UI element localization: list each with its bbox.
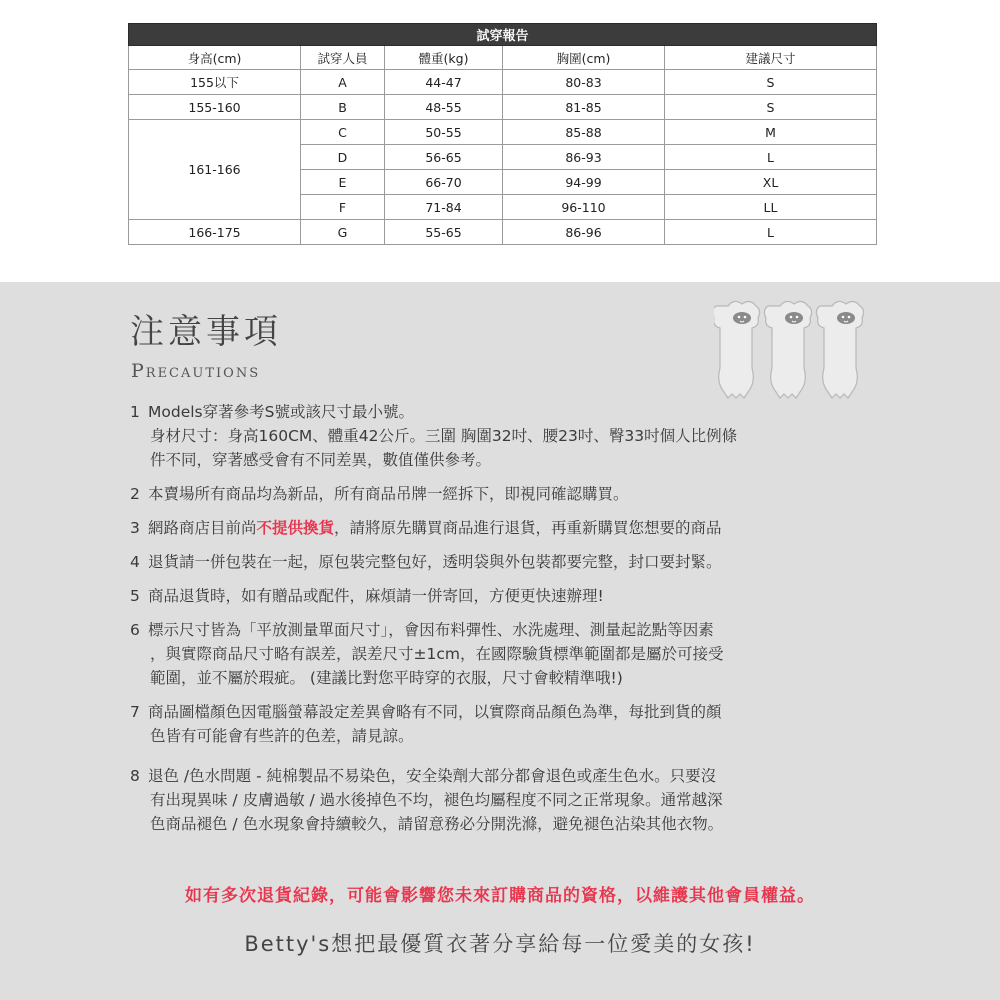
note-line: [148, 516, 890, 540]
cell-weight: 50-55: [385, 120, 503, 145]
fitting-report-section: [0, 0, 1000, 282]
cell-person: D: [301, 145, 385, 170]
note-number: 8: [130, 767, 140, 785]
list-item: [130, 584, 890, 608]
note-line: 退貨請一併包裝在一起，原包裝完整包好，透明袋與外包裝都要完整，封口要封緊。: [148, 553, 722, 571]
cell-chest: 81-85: [503, 95, 665, 120]
cell-weight: 48-55: [385, 95, 503, 120]
table-row: [129, 220, 877, 245]
cell-size: S: [665, 70, 877, 95]
note-text: 網路商店目前尚: [148, 519, 257, 537]
cell-person: B: [301, 95, 385, 120]
note-line: 商品圖檔顏色因電腦螢幕設定差異會略有不同，以實際商品顏色為準，每批到貨的顏: [148, 703, 722, 721]
table-title: 試穿報告: [129, 24, 877, 46]
note-line: 色皆有可能會有些許的色差，請見諒。: [150, 727, 414, 745]
note-line: 本賣場所有商品均為新品，所有商品吊牌一經拆下，即視同確認購買。: [148, 485, 629, 503]
table-row: [129, 120, 877, 145]
fitting-report-table: [128, 23, 877, 245]
table-header-row: [129, 46, 877, 70]
header-person: 試穿人員: [301, 46, 385, 70]
cell-weight: 44-47: [385, 70, 503, 95]
header-chest: 胸圍(cm): [503, 46, 665, 70]
cell-size: S: [665, 95, 877, 120]
table-row: [129, 70, 877, 95]
table-row: [129, 95, 877, 120]
note-line: Models穿著參考S號或該尺寸最小號。: [148, 403, 414, 421]
note-line: 退色 /色水問題 - 純棉製品不易染色，安全染劑大部分都會退色或產生色水。只要沒: [148, 767, 717, 785]
note-number: 6: [130, 621, 140, 639]
cell-size: LL: [665, 195, 877, 220]
sheep-icon: [816, 301, 863, 398]
cell-height: 166-175: [129, 220, 301, 245]
precautions-subtitle: Precautions: [131, 360, 261, 382]
cell-height: 155以下: [129, 70, 301, 95]
cell-size: L: [665, 220, 877, 245]
header-weight: 體重(kg): [385, 46, 503, 70]
list-item: [130, 516, 890, 540]
note-line: 色商品褪色 / 色水現象會持續較久，請留意務必分開洗滌，避免褪色沾染其他衣物。: [150, 815, 724, 833]
cell-person: A: [301, 70, 385, 95]
list-item: [130, 764, 890, 836]
cell-chest: 94-99: [503, 170, 665, 195]
note-line: 身材尺寸：身高160CM、體重42公斤。三圍 胸圍32吋、腰23吋、臀33吋個人比例條: [150, 427, 738, 445]
cell-height: 155-160: [129, 95, 301, 120]
cell-weight: 55-65: [385, 220, 503, 245]
header-height: 身高(cm): [129, 46, 301, 70]
cell-chest: 80-83: [503, 70, 665, 95]
note-number: 2: [130, 485, 140, 503]
cell-chest: 86-93: [503, 145, 665, 170]
note-text: ，請將原先購買商品進行退貨，再重新購買您想要的商品: [334, 519, 722, 537]
brand-slogan: Betty's想把最優質衣著分享給每一位愛美的女孩!: [244, 932, 756, 956]
note-line: 範圍，並不屬於瑕疵。 (建議比對您平時穿的衣服，尺寸會較精準哦!): [150, 669, 623, 687]
note-line: 有出現異味 / 皮膚過敏 / 過水後掉色不均，褪色均屬程度不同之正常現象。通常越深: [150, 791, 723, 809]
cell-chest: 96-110: [503, 195, 665, 220]
precautions-title: 注意事項: [130, 312, 282, 352]
note-line: 件不同，穿著感受會有不同差異，數值僅供參考。: [150, 451, 492, 469]
list-item: [130, 400, 890, 472]
cell-chest: 85-88: [503, 120, 665, 145]
cell-person: C: [301, 120, 385, 145]
cell-weight: 56-65: [385, 145, 503, 170]
cell-person: E: [301, 170, 385, 195]
cell-size: L: [665, 145, 877, 170]
sheep-icon: [714, 301, 760, 398]
note-number: 5: [130, 587, 140, 605]
cell-height: 161-166: [129, 120, 301, 220]
no-exchange-highlight: 不提供換貨: [256, 519, 335, 537]
cell-weight: 71-84: [385, 195, 503, 220]
note-line: 標示尺寸皆為「平放測量單面尺寸」，會因布料彈性、水洗處理、測量起訖點等因素: [148, 621, 714, 639]
sheep-illustration: [714, 296, 874, 401]
header-size: 建議尺寸: [665, 46, 877, 70]
precautions-section: [0, 282, 1000, 1000]
cell-weight: 66-70: [385, 170, 503, 195]
sheep-icon: [764, 301, 811, 398]
note-number: 7: [130, 703, 140, 721]
list-item: [130, 482, 890, 506]
cell-person: G: [301, 220, 385, 245]
list-item: [130, 618, 890, 690]
note-line: 商品退貨時，如有贈品或配件，麻煩請一併寄回，方便更快速辦理!: [148, 587, 604, 605]
precautions-list: [130, 400, 890, 846]
list-item: [130, 550, 890, 574]
cell-chest: 86-96: [503, 220, 665, 245]
note-line: ，與實際商品尺寸略有誤差，誤差尺寸±1cm，在國際驗貨標準範圍都是屬於可接受: [150, 645, 724, 663]
cell-size: M: [665, 120, 877, 145]
return-record-warning: 如有多次退貨紀錄，可能會影響您未來訂購商品的資格，以維護其他會員權益。: [185, 886, 815, 906]
cell-person: F: [301, 195, 385, 220]
note-number: 3: [130, 519, 140, 537]
note-number: 1: [130, 403, 140, 421]
list-item: [130, 700, 890, 748]
cell-size: XL: [665, 170, 877, 195]
note-number: 4: [130, 553, 140, 571]
